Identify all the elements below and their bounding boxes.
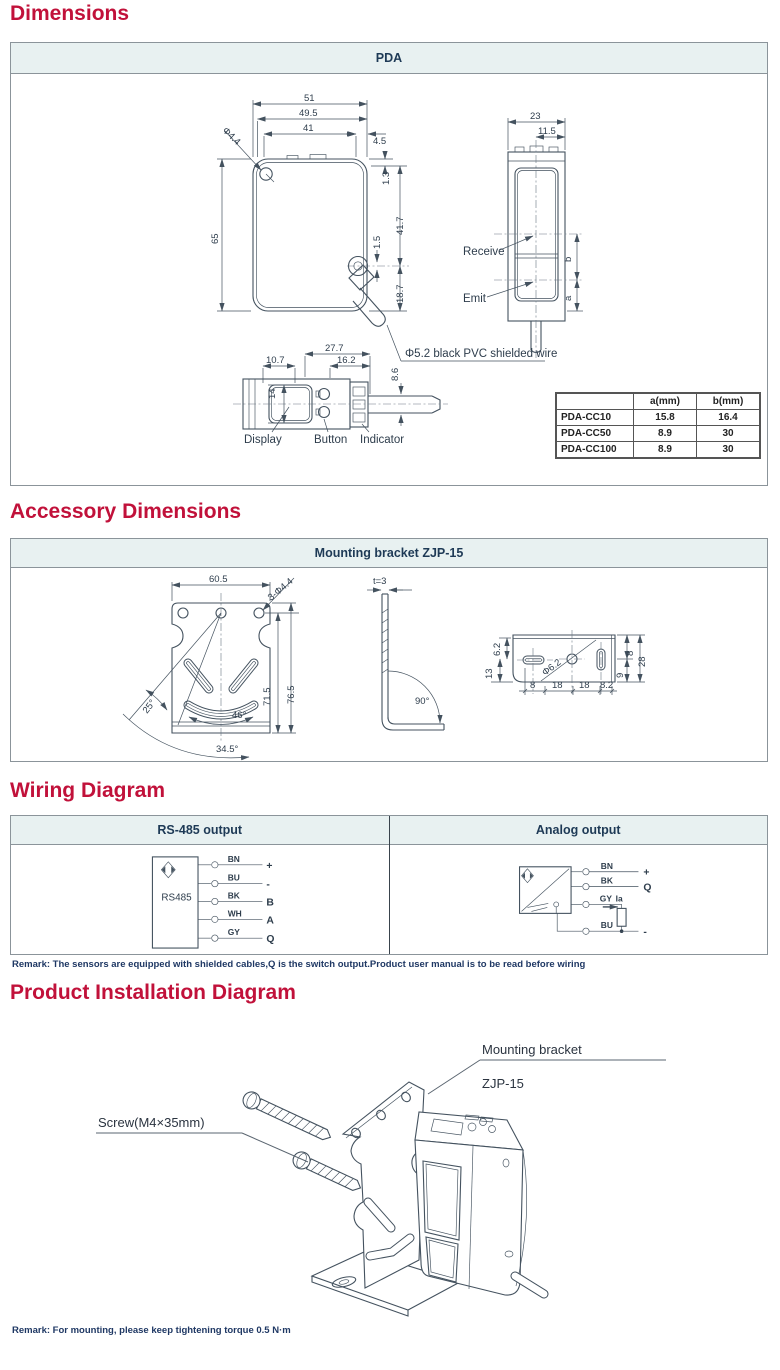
table-row <box>556 426 760 442</box>
col-a-header: a(mm) <box>634 393 697 410</box>
dim-90deg: 90° <box>415 696 430 707</box>
col-b-header: b(mm) <box>697 393 761 410</box>
bracket-drawing <box>11 568 767 762</box>
bracket-front-view <box>123 574 299 758</box>
dim-1-3: 1.3 <box>381 171 392 185</box>
wire-bk <box>198 891 274 909</box>
table-row <box>556 442 760 459</box>
current-label: Ia <box>615 893 623 904</box>
analog-output-header: Analog output <box>390 816 768 845</box>
rs485-wiring-diagram <box>11 845 388 954</box>
dim-25deg: 25° <box>140 697 159 716</box>
analog-wiring-diagram <box>390 845 767 954</box>
dim-41-7: 41.7 <box>395 216 406 235</box>
load-resistor <box>617 908 626 926</box>
installation-section-title: Product Installation Diagram <box>10 981 296 1004</box>
wire-color-label: WH <box>227 908 242 919</box>
dim-phi6-2: Φ6.2 <box>540 657 564 679</box>
table-corner-cell <box>556 393 634 410</box>
pda-front-view <box>210 93 409 326</box>
device-label: RS485 <box>161 892 192 904</box>
button-label: Button <box>314 434 348 446</box>
bracket-top-view <box>484 630 648 695</box>
a-cell: 8.9 <box>634 442 697 459</box>
pda-dimensions-panel <box>10 42 768 486</box>
dim-r9: 9 <box>615 672 626 678</box>
dim-34-5deg: 34.5° <box>216 744 239 755</box>
wire-color-label: BU <box>227 872 240 883</box>
receive-label: Receive <box>463 246 505 258</box>
dim-b: b <box>563 256 574 262</box>
bracket-side-view <box>367 576 444 730</box>
dim-27-7: 27.7 <box>325 343 344 354</box>
wire-bk <box>571 876 651 894</box>
dim-41: 41 <box>303 123 314 134</box>
installation-screw-1 <box>240 1089 334 1145</box>
wire-terminal-label: B <box>266 897 274 909</box>
dimensions-section-title: Dimensions <box>10 2 130 25</box>
a-cell: 8.9 <box>634 426 697 442</box>
wiring-panel <box>10 815 768 955</box>
accessory-panel <box>10 538 768 762</box>
pda-side-view <box>463 111 583 359</box>
b-cell: 16.4 <box>697 410 761 426</box>
rs485-output-header: RS-485 output <box>11 816 389 845</box>
dim-23: 23 <box>530 111 541 122</box>
wire-terminal-label: Q <box>642 882 651 894</box>
wire-color-label: GY <box>599 893 612 904</box>
dim-13: 13 <box>484 668 495 679</box>
wire-gy <box>571 893 626 933</box>
cable <box>353 288 385 326</box>
dim-46deg: 46° <box>232 710 247 721</box>
dim-b8: 8 <box>530 680 536 691</box>
wire-gy <box>198 927 274 945</box>
switch-contact <box>553 902 558 907</box>
dim-4-5: 4.5 <box>373 136 387 147</box>
dim-10-7: 10.7 <box>266 355 285 366</box>
dim-t3: t=3 <box>373 576 387 587</box>
model-cell: PDA-CC10 <box>556 410 634 426</box>
bracket-callout-label: Mounting bracket <box>482 1042 582 1057</box>
wire-bu <box>198 873 270 891</box>
table-row <box>556 410 760 426</box>
dim-65: 65 <box>210 233 221 244</box>
dim-49-5: 49.5 <box>299 108 318 119</box>
accessory-section-title: Accessory Dimensions <box>10 500 242 523</box>
wire-terminal-label: - <box>266 879 270 891</box>
wire-color-label: BU <box>600 920 613 931</box>
a-cell: 15.8 <box>634 410 697 426</box>
dim-71-5: 71.5 <box>262 687 273 706</box>
dim-b18a: 18 <box>552 680 563 691</box>
wire-bn <box>198 854 272 872</box>
dim-hole-diameter: Φ4.4 <box>219 125 243 148</box>
wire-terminal-label: + <box>642 867 649 879</box>
wire-color-label: BK <box>600 875 613 886</box>
wire-terminal-label: A <box>266 915 274 927</box>
installation-remark: Remark: For mounting, please keep tightening torque 0.5 N·m <box>12 1325 291 1336</box>
pda-panel-header: PDA <box>11 43 767 74</box>
dim-r28: 28 <box>637 656 648 667</box>
dim-8-6: 8.6 <box>390 367 401 381</box>
wire-bu <box>557 913 647 938</box>
pda-ab-table <box>555 392 761 459</box>
dim-a: a <box>563 295 574 301</box>
dim-18-7: 18.7 <box>395 284 406 303</box>
wiring-remark: Remark: The sensors are equipped with shielded cables,Q is the switch output.Product user manual is to be read before wiring <box>12 959 586 970</box>
wire-terminal-label: - <box>642 927 647 939</box>
wire-wh <box>198 908 274 926</box>
wire-color-label: BN <box>600 860 613 871</box>
table-header-row <box>556 393 760 410</box>
dim-r8: 8 <box>625 650 636 656</box>
wire-terminal-label: Q <box>266 934 275 946</box>
dim-b18b: 18 <box>579 680 590 691</box>
dim-60-5: 60.5 <box>209 574 228 585</box>
accessory-panel-header: Mounting bracket ZJP-15 <box>11 539 767 568</box>
b-cell: 30 <box>697 442 761 459</box>
dim-16-2: 16.2 <box>337 355 356 366</box>
dim-51: 51 <box>304 93 315 104</box>
installation-sensor <box>415 1112 544 1295</box>
model-cell: PDA-CC100 <box>556 442 634 459</box>
dim-6-2: 6.2 <box>492 642 503 656</box>
dim-14: 14 <box>267 388 278 399</box>
b-cell: 30 <box>697 426 761 442</box>
wire-color-label: BN <box>227 853 240 864</box>
indicator-label: Indicator <box>360 434 405 446</box>
bracket-model-label: ZJP-15 <box>482 1076 524 1091</box>
sensor-symbol-icon <box>521 869 533 883</box>
wire-terminal-label: + <box>266 860 273 872</box>
wire-color-label: GY <box>227 927 240 938</box>
wiring-section-title: Wiring Diagram <box>10 779 165 802</box>
model-cell: PDA-CC50 <box>556 426 634 442</box>
wire-note-text: Φ5.2 black PVC shielded wire <box>405 348 558 360</box>
dim-1-5: 1.5 <box>372 235 383 249</box>
emit-label: Emit <box>463 293 486 305</box>
dim-11-5: 11.5 <box>538 126 556 137</box>
sensor-symbol-icon <box>161 862 175 878</box>
installation-drawing <box>10 1028 770 1323</box>
dim-76-5: 76.5 <box>286 685 297 704</box>
display-label: Display <box>244 434 282 446</box>
rs485-column <box>11 816 390 954</box>
wire-color-label: BK <box>227 890 240 901</box>
analog-column <box>390 816 768 954</box>
dim-3-holes: 3-Φ4.4 <box>265 576 296 604</box>
dim-b8-2: 8.2 <box>600 680 614 691</box>
pda-wire-note <box>387 325 557 361</box>
screw-callout-label: Screw(M4×35mm) <box>98 1115 205 1130</box>
